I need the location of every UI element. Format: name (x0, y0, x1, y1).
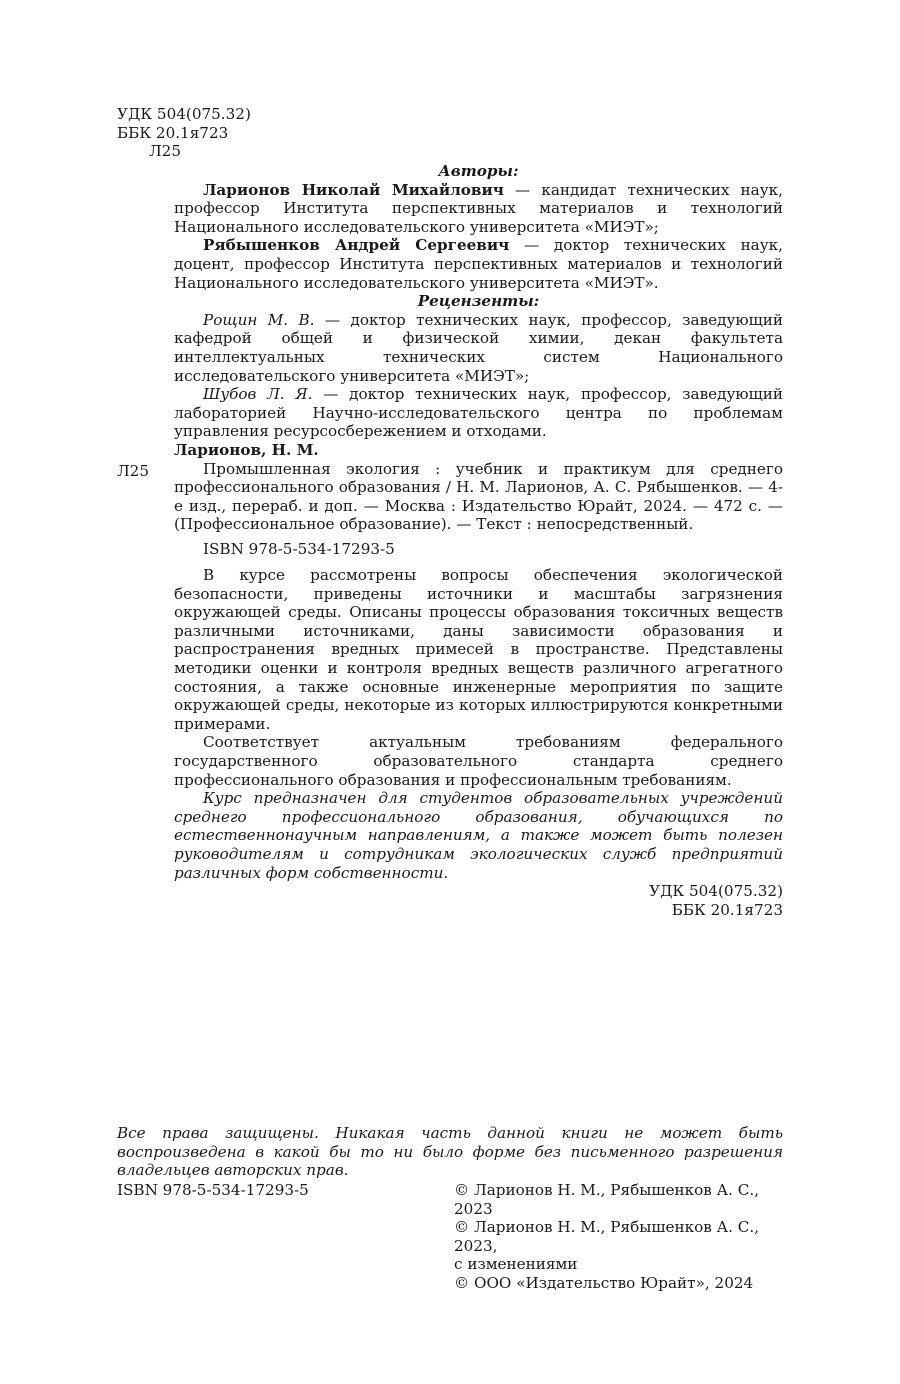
author-desc: — кандидат технических наук, профессор Института перспективных материалов и технологий Национального исследовательского университета «МИЭТ»; (174, 180, 783, 236)
author-name: Ларионов Николай Михайлович (203, 180, 504, 199)
abstract-paragraph-3: Курс предназначен для студентов образовательных учреждений среднего профессионального образования, обучающихся по естественнонаучным направлениям, а также может быть полезен руководителям и сотрудникам экологических служб предприятий различных форм собственности. (174, 789, 783, 882)
abstract-paragraph-2: Соответствует актуальным требованиям федерального государственного образовательного стандарта среднего профессионального образования и профессиональным требованиям. (174, 733, 783, 789)
author-name: Рябышенков Андрей Сергеевич (203, 236, 510, 255)
footer-isbn: ISBN 978-5-534-17293-5 (117, 1181, 309, 1199)
authors-section (174, 162, 783, 441)
rights-text: Все права защищены. Никакая часть данной книги не может быть воспроизведена в какой бы то ни было форме без письменного разрешения владельцев авторских прав. (117, 1124, 783, 1180)
copyright-line: © Ларионов Н. М., Рябышенков А. С., 2023, (454, 1218, 760, 1255)
abstract-paragraph-1: В курсе рассмотрены вопросы обеспечения экологической безопасности, приведены источники и масштабы загрязнения окружающей среды. Описаны процессы образования токсичных веществ различными источниками, даны зависимости образования и распространения вредных примесей в пространстве. Представлены методики оценки и контроля вредных веществ различного агрегатного состояния, а также основные инженерные мероприятия по защите окружающей среды, некоторые из которых иллюстрируются конкретными примерами. (174, 566, 783, 733)
catalog-description: Промышленная экология : учебник и практикум для среднего профессионального образования / Н. М. Ларионов, А. С. Рябышенков. — 4-е изд., перераб. и доп. — Москва : Издательство Юрайт, 2024. — 472 с. — (Профессиональное образование). — Текст : непосредственный. (174, 459, 783, 534)
catalog-section (174, 441, 783, 559)
copyright-block (454, 1181, 784, 1293)
header-udk: УДК 504(075.32) (117, 105, 251, 123)
reviewer-desc: — доктор технических наук, профессор, заведующий лабораторией Научно-исследовательского центра по проблемам управления ресурсосбережением и отходами. (174, 385, 783, 441)
header-bbk: ББК 20.1я723 (117, 123, 229, 142)
reviewer-name: Шубов Л. Я. (203, 385, 313, 404)
author-entry (174, 236, 783, 292)
reviewer-entry (174, 311, 783, 385)
header-code: Л25 (149, 142, 181, 161)
reviewer-name: Рощин М. В. (203, 310, 315, 329)
author-entry (174, 181, 783, 237)
reviewer-entry (174, 385, 783, 441)
copyright-line: © ООО «Издательство Юрайт», 2024 (454, 1273, 754, 1292)
reviewer-desc: — доктор технических наук, профессор, заведующий кафедрой общей и физической химии, декан факультета интеллектуальных технических систем Национального исследовательского университета «МИЭТ»; (174, 310, 784, 385)
abstract-udk: УДК 504(075.32) (649, 882, 783, 901)
reviewers-heading: Рецензенты: (417, 292, 540, 311)
rights-notice (117, 1124, 783, 1180)
copyright-line: © Ларионов Н. М., Рябышенков А. С., 2023 (454, 1181, 760, 1218)
author-desc: — доктор технических наук, доцент, профессор Института перспективных материалов и технологий Национального исследовательского университета «МИЭТ». (174, 236, 783, 292)
abstract-bbk: ББК 20.1я723 (671, 900, 783, 919)
catalog-author: Ларионов, Н. М. (174, 441, 319, 459)
catalog-code: Л25 (117, 462, 149, 480)
header-codes (117, 105, 317, 161)
authors-heading: Авторы: (438, 162, 519, 180)
abstract-section (174, 566, 783, 919)
copyright-line: с изменениями (454, 1255, 578, 1274)
catalog-isbn: ISBN 978-5-534-17293-5 (203, 539, 395, 558)
